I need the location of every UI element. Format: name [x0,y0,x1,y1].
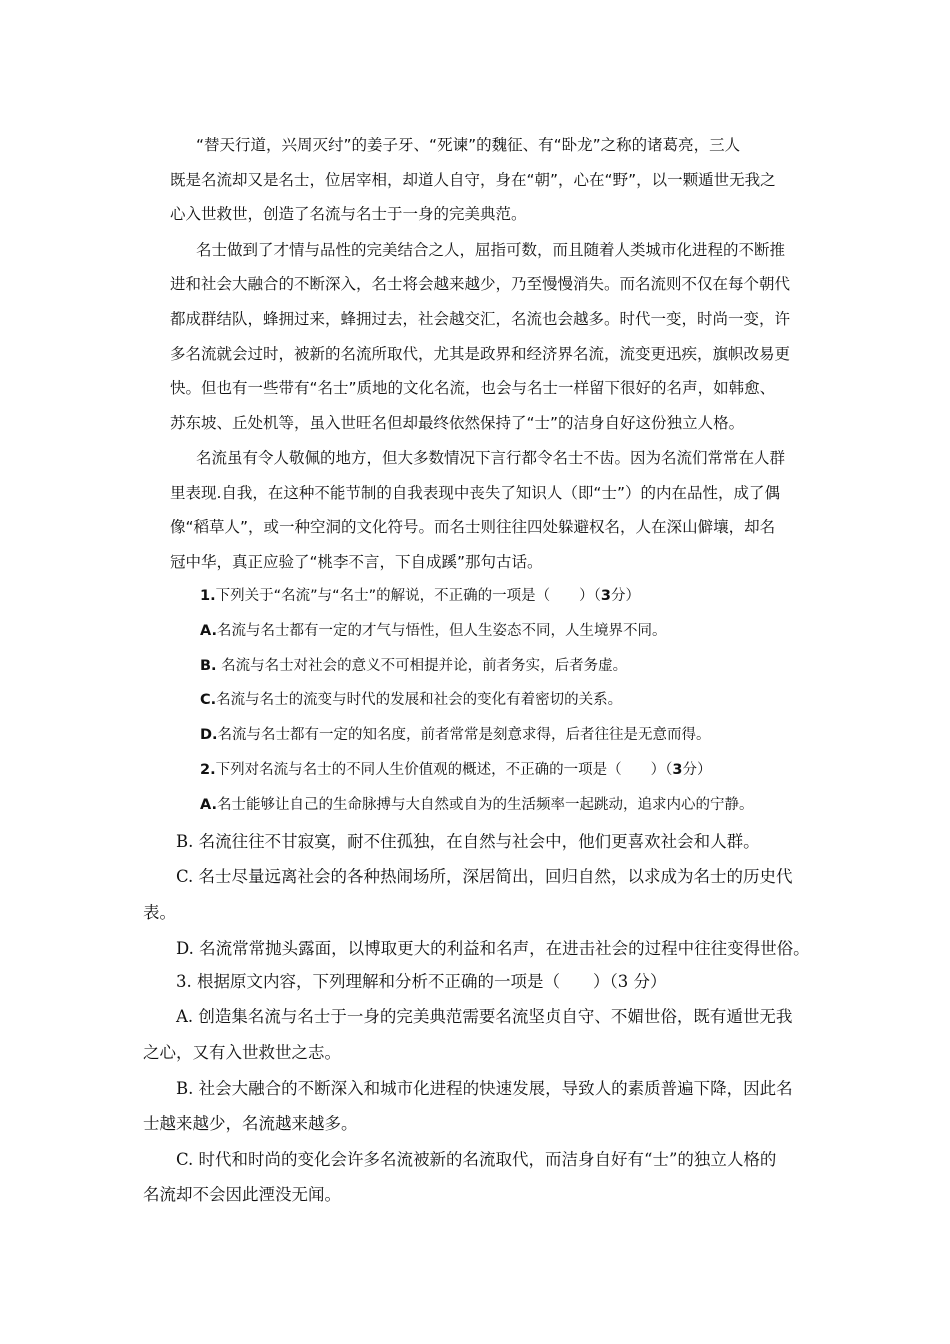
passage-line: 既是名流却又是名士，位居宰相，却道人自守，身在“朝”，心在“野”，以一颗遁世无我之 [170,171,776,189]
question-3-option-b: B. 社会大融合的不断深入和城市化进程的快速发展，导致人的素质普遍下降，因此名 [176,1079,793,1098]
question-2-option-b: B. 名流往往不甘寂寞，耐不住孤独，在自然与社会中，他们更喜欢社会和人群。 [176,832,760,851]
question-3-option-c-cont: 名流却不会因此湮没无闻。 [143,1185,341,1204]
passage-line: 像“稻草人”，或一种空洞的文化符号。而名士则往往四处躲避权名，人在深山僻壤，却名 [170,518,776,536]
passage-line: 里表现.自我，在这种不能节制的自我表现中丧失了知识人（即“士”）的内在品性，成了偶 [170,484,780,502]
passage-line: 多名流就会过时，被新的名流所取代，尤其是政界和经济界名流，流变更迅疾，旗帜改易更 [170,345,791,363]
passage-line: 名士做到了才情与品性的完美结合之人，屈指可数，而且随着人类城市化进程的不断推 [196,241,786,259]
question-1-option-c: C.名流与名士的流变与时代的发展和社会的变化有着密切的关系。 [200,692,623,708]
passage-line: 快。但也有一些带有“名士”质地的文化名流，也会与名士一样留下很好的名声，如韩愈、 [170,379,776,397]
passage-line: 都成群结队，蜂拥过来，蜂拥过去，社会越交汇，名流也会越多。时代一变，时尚一变，许 [170,310,791,328]
question-3-option-a-cont: 之心，又有入世救世之志。 [143,1043,341,1062]
question-2-option-d: D. 名流常常抛头露面，以博取更大的利益和名声，在进击社会的过程中往往变得世俗。 [176,939,810,958]
question-2-option-c-cont: 表。 [143,903,176,922]
passage-line: 心入世救世，创造了名流与名士于一身的完美典范。 [170,205,527,223]
question-3-option-c: C. 时代和时尚的变化会许多名流被新的名流取代，而洁身自好有“士”的独立人格的 [176,1150,777,1169]
passage-line: 苏东坡、丘处机等，虽入世旺名但却最终依然保持了“士”的洁身自好这份独立人格。 [170,414,745,432]
passage-line: “替天行道，兴周灭纣”的姜子牙、“死谏”的魏征、有“卧龙”之称的诸葛亮，三人 [196,136,741,154]
question-3-stem: 3. 根据原文内容，下列理解和分析不正确的一项是（ ）（3 分） [176,972,667,991]
passage-line: 冠中华，真正应验了“桃李不言，下自成蹊”那句古话。 [170,553,543,571]
question-1-stem: 1.下列关于“名流”与“名士”的解说，不正确的一项是（ ）（3分） [200,588,640,604]
question-3-option-b-cont: 士越来越少，名流越来越多。 [143,1114,358,1133]
passage-line: 名流虽有令人敬佩的地方，但大多数情况下言行都令名士不齿。因为名流们常常在人群 [196,449,786,467]
question-1-option-a: A.名流与名士都有一定的才气与悟性，但人生姿态不同，人生境界不同。 [200,623,667,639]
passage-line: 进和社会大融合的不断深入，名士将会越来越少，乃至慢慢消失。而名流则不仅在每个朝代 [170,275,791,293]
question-1-option-d: D.名流与名士都有一定的知名度，前者常常是刻意求得，后者往往是无意而得。 [200,727,711,743]
question-2-option-a: A.名士能够让自己的生命脉搏与大自然或自为的生活频率一起跳动，追求内心的宁静。 [200,797,754,813]
question-3-option-a: A. 创造集名流与名士于一身的完美典范需要名流坚贞自守、不媚世俗，既有遁世无我 [176,1007,793,1026]
question-1-option-b: B. 名流与名士对社会的意义不可相提并论，前者务实，后者务虚。 [200,658,628,674]
question-2-option-c: C. 名士尽量远离社会的各种热闹场所，深居简出，回归自然，以求成为名士的历史代 [176,867,793,886]
question-2-stem: 2.下列对名流与名士的不同人生价值观的概述，不正确的一项是（ ）（3分） [200,762,712,778]
